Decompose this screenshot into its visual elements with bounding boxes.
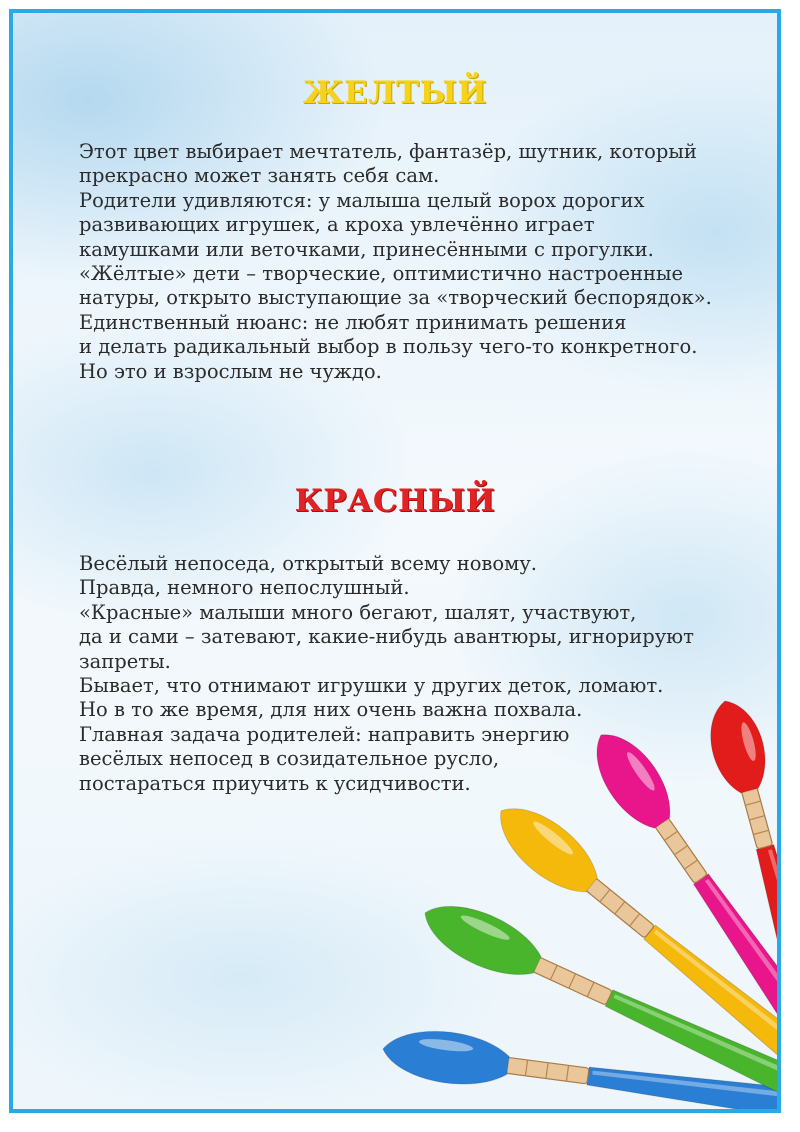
text-line: «Жёлтые» дети – творческие, оптимистично настроенные bbox=[79, 262, 684, 286]
text-line: весёлых непосед в созидательное русло, bbox=[79, 747, 500, 771]
text-line: да и сами – затевают, какие-нибудь авантюры, игнорируют bbox=[79, 625, 694, 649]
text-line: камушками или веточками, принесёнными с прогулки. bbox=[79, 237, 654, 261]
text-line: Но в то же время, для них очень важна похвала. bbox=[79, 698, 583, 722]
text-line: прекрасно может занять себя сам. bbox=[79, 164, 440, 188]
text-line: Родители удивляются: у малыша целый ворох дорогих bbox=[79, 188, 645, 212]
section-title-yellow: ЖЕЛТЫЙ bbox=[302, 75, 488, 111]
poster-page bbox=[9, 9, 781, 1113]
section-title-red: КРАСНЫЙ bbox=[294, 483, 496, 519]
text-line: постараться приучить к усидчивости. bbox=[79, 771, 471, 795]
text-line: Главная задача родителей: направить энергию bbox=[79, 722, 570, 746]
section-text-yellow bbox=[79, 140, 769, 384]
text-line: «Красные» малыши много бегают, шалят, участвуют, bbox=[79, 600, 637, 624]
text-line: натуры, открыто выступающие за «творческий беспорядок». bbox=[79, 286, 712, 310]
text-line: Весёлый непоседа, открытый всему новому. bbox=[79, 552, 537, 575]
text-line: Правда, немного непослушный. bbox=[79, 576, 410, 600]
text-line: развивающих игрушек, а кроха увлечённо играет bbox=[79, 213, 595, 237]
text-line: Но это и взрослым не чуждо. bbox=[79, 359, 382, 383]
text-line: запреты. bbox=[79, 649, 171, 673]
text-line: и делать радикальный выбор в пользу чего-то конкретного. bbox=[79, 335, 698, 359]
text-line: Бывает, что отнимают игрушки у других деток, ломают. bbox=[79, 674, 664, 698]
text-line: Этот цвет выбирает мечтатель, фантазёр, шутник, который bbox=[79, 140, 697, 163]
paintbrushes-illustration bbox=[373, 693, 781, 1113]
text-line: Единственный нюанс: не любят принимать решения bbox=[79, 310, 627, 334]
